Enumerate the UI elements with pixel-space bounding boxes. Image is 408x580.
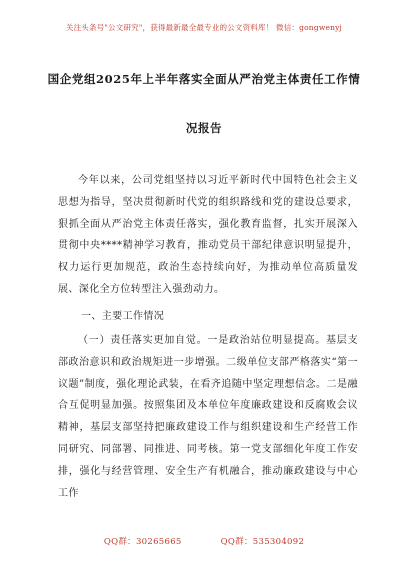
footer-qq-group-2: QQ群：535304092 xyxy=(220,537,305,547)
promo-footer xyxy=(0,535,408,547)
section-heading: 一、主要工作情况 xyxy=(81,311,165,322)
footer-qq-group-1: QQ群：30265665 xyxy=(103,537,182,547)
promo-header: 关注头条号"公文研究"，获得最新最全最专业的公文资料库！ 微信：gongwenyj xyxy=(65,23,343,32)
document-title-line2: 况报告 xyxy=(185,121,223,135)
body-paragraph: （一）责任落实更加自觉。一是政治站位明显提高。基层支部政治意识和政治规矩进一步增强。二级单位支部严格落实“第一议题”制度，强化理论武装，在看齐追随中坚定理想信念。二是融合互促明显加强。按照集团及本单位年度廉政建设和反腐败会议精神，基层支部坚持把廉政建设工作与组织建设和生产经营工作同研究、同部署、同推进、同考核。第一党支部细化年度工作安排，强化与经营管理、安全生产有机融合，推动廉政建设与中心工作 xyxy=(58,335,358,499)
intro-paragraph: 今年以来，公司党组坚持以习近平新时代中国特色社会主义思想为指导，坚决贯彻新时代党的组织路线和党的建设总要求，狠抓全面从严治党主体责任落实，强化教育监督，扎实开展深入贯彻中央****精神学习教育，推动党员干部纪律意识明显提升，权力运行更加规范，政治生态持续向好，为推动单位高质量发展、深化全方位转型注入强劲动力。 xyxy=(58,175,358,295)
document-title-line1: 国企党组2025年上半年落实全面从严治党主体责任工作情 xyxy=(47,72,361,86)
